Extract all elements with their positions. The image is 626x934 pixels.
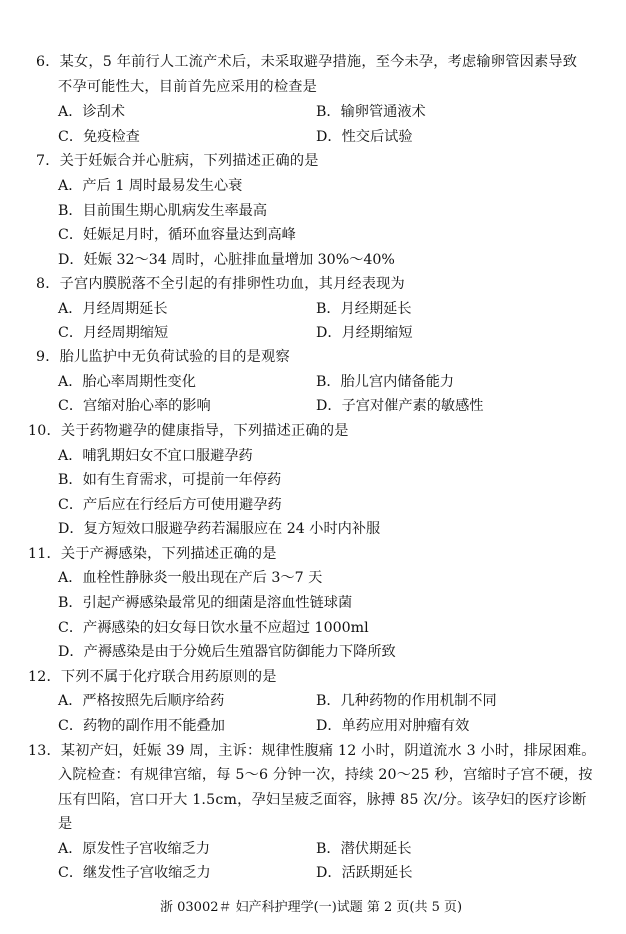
question-number: 11．: [28, 546, 61, 562]
question-number: 6．: [36, 54, 60, 70]
question-13-option-d: D．活跃期延长: [316, 865, 413, 881]
question-13-stem-line-1: 13．某初产妇，妊娠 39 周，主诉：规律性腹痛 12 小时，阴道流水 3 小时，排尿困难。: [28, 743, 596, 759]
question-12-option-d: D．单药应用对肿瘤有效: [316, 718, 470, 734]
question-6-option-a: A．诊刮术: [58, 104, 125, 120]
question-13-stem-line-2: 入院检查：有规律宫缩，每 5～6 分钟一次，持续 20～25 秒，宫缩时子宫不硬，按: [58, 767, 593, 783]
question-13-option-b: B．潜伏期延长: [316, 841, 412, 857]
question-7-stem: 7．关于妊娠合并心脏病，下列描述正确的是: [36, 153, 319, 169]
page-footer: 浙 03002＃ 妇产科护理学(一)试题 第 2 页(共 5 页): [160, 900, 463, 915]
question-10-option-a: A．哺乳期妇女不宜口服避孕药: [58, 448, 253, 464]
question-11-option-c: C．产褥感染的妇女每日饮水量不应超过 1000ml: [58, 620, 369, 636]
question-number: 7．: [36, 153, 60, 169]
question-6-option-c: C．免疫检查: [58, 129, 140, 145]
question-8-option-b: B．月经期延长: [316, 301, 412, 317]
question-11-stem: 11．关于产褥感染，下列描述正确的是: [28, 546, 277, 562]
question-10-option-b: B．如有生育需求，可提前一年停药: [58, 472, 282, 488]
question-11-option-d: D．产褥感染是由于分娩后生殖器官防御能力下降所致: [58, 644, 396, 660]
question-10-option-d: D．复方短效口服避孕药若漏服应在 24 小时内补服: [58, 521, 381, 537]
question-number: 13．: [28, 743, 61, 759]
question-7-option-a: A．产后 1 周时最易发生心衰: [58, 178, 243, 194]
question-12-stem: 12．下列不属于化疗联合用药原则的是: [28, 669, 277, 685]
question-13-option-c: C．继发性子宫收缩乏力: [58, 865, 211, 881]
question-9-option-d: D．子宫对催产素的敏感性: [316, 398, 484, 414]
question-6-option-b: B．输卵管通液术: [316, 104, 426, 120]
question-10-option-c: C．产后应在行经后方可使用避孕药: [58, 497, 282, 513]
question-10-stem: 10．关于药物避孕的健康指导，下列描述正确的是: [28, 423, 349, 439]
question-number: 12．: [28, 669, 61, 685]
question-11-option-a: A．血栓性静脉炎一般出现在产后 3～7 天: [58, 570, 323, 586]
question-8-option-c: C．月经周期缩短: [58, 325, 169, 341]
question-7-option-c: C．妊娠足月时，循环血容量达到高峰: [58, 227, 296, 243]
question-13-stem-line-3: 压有凹陷，宫口开大 1.5cm，孕妇呈疲乏面容，脉搏 85 次/分。该孕妇的医疗诊断: [58, 792, 587, 808]
question-6-stem-line-1: 6．某女，5 年前行人工流产术后，未采取避孕措施，至今未孕，考虑输卵管因素导致: [36, 54, 578, 70]
question-number: 10．: [28, 423, 61, 439]
question-6-option-d: D．性交后试验: [316, 129, 413, 145]
question-number: 9．: [36, 349, 60, 365]
question-number: 8．: [36, 276, 60, 292]
question-11-option-b: B．引起产褥感染最常见的细菌是溶血性链球菌: [58, 595, 353, 611]
question-9-option-a: A．胎心率周期性变化: [58, 374, 196, 390]
question-6-stem-line-2: 不孕可能性大，目前首先应采用的检查是: [58, 79, 317, 95]
question-13-option-a: A．原发性子宫收缩乏力: [58, 841, 211, 857]
question-7-option-b: B．目前围生期心肌病发生率最高: [58, 203, 268, 219]
question-12-option-a: A．严格按照先后顺序给药: [58, 693, 225, 709]
question-13-stem-line-4: 是: [58, 816, 73, 832]
question-9-option-b: B．胎儿宫内储备能力: [316, 374, 455, 390]
question-8-option-a: A．月经周期延长: [58, 301, 168, 317]
question-8-option-d: D．月经期缩短: [316, 325, 413, 341]
question-8-stem: 8．子宫内膜脱落不全引起的有排卵性功血，其月经表现为: [36, 276, 405, 292]
question-12-option-b: B．几种药物的作用机制不同: [316, 693, 497, 709]
question-9-option-c: C．宫缩对胎心率的影响: [58, 398, 211, 414]
question-12-option-c: C．药物的副作用不能叠加: [58, 718, 225, 734]
question-9-stem: 9．胎儿监护中无负荷试验的目的是观察: [36, 349, 290, 365]
question-7-option-d: D．妊娠 32～34 周时，心脏排血量增加 30%～40%: [58, 252, 395, 268]
